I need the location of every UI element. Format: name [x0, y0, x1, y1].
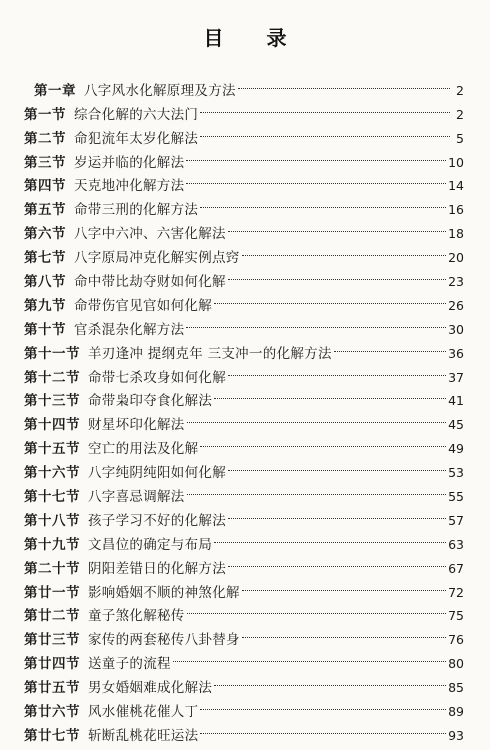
toc-entry-title: 空亡的用法及化解 — [88, 441, 199, 458]
page-title: 目 录 — [203, 26, 305, 50]
toc-section-number: 第三节 — [24, 154, 66, 171]
toc-section-number: 第六节 — [24, 226, 66, 243]
toc-section-number: 第七节 — [24, 250, 66, 267]
dot-leader — [186, 310, 446, 334]
toc-entry-title: 天克地冲化解方法 — [74, 178, 185, 195]
toc-page-number: 10 — [448, 154, 464, 170]
dot-leader — [238, 71, 450, 95]
toc-page-number: 23 — [448, 274, 464, 290]
toc-page-number: 41 — [448, 393, 464, 409]
toc-entry-title: 八字原局冲克化解实例点窍 — [74, 250, 240, 267]
toc-section-number: 第十一节 — [24, 345, 80, 362]
toc-section-number: 第十八节 — [24, 512, 80, 529]
dot-leader — [200, 119, 450, 143]
toc-section-number: 第廿一节 — [24, 584, 80, 601]
toc-entry-title: 八字风水化解原理及方法 — [84, 82, 236, 99]
toc-entry-title: 命带伤官见官如何化解 — [74, 297, 212, 314]
dot-leader — [242, 573, 446, 597]
table-of-contents — [24, 71, 464, 744]
toc-page-number: 20 — [448, 250, 464, 266]
dot-leader — [187, 405, 446, 429]
toc-entry-title: 命带三刑的化解方法 — [74, 202, 199, 219]
dot-leader — [214, 382, 446, 406]
toc-page-number: 57 — [448, 512, 464, 528]
toc-section-number: 第一章 — [34, 82, 76, 99]
dot-leader — [173, 644, 446, 668]
toc-section-number: 第一节 — [24, 106, 66, 123]
toc-page-number: 2 — [456, 82, 464, 98]
toc-entry-title: 阴阳差错日的化解方法 — [88, 560, 226, 577]
toc-section-number: 第九节 — [24, 297, 66, 314]
toc-section-number: 第廿三节 — [24, 632, 80, 649]
toc-section-number: 第十五节 — [24, 441, 80, 458]
toc-entry-title: 文昌位的确定与布局 — [88, 536, 213, 553]
toc-entry-title: 风水催桃花催人丁 — [88, 704, 199, 721]
toc-entry-title: 送童子的流程 — [88, 656, 171, 673]
toc-section-number: 第廿五节 — [24, 680, 80, 697]
toc-page-number: 76 — [448, 632, 464, 648]
toc-section-number: 第十九节 — [24, 536, 80, 553]
toc-entry-title: 童子煞化解秘传 — [88, 608, 185, 625]
toc-entry-title: 命中带比劫夺财如何化解 — [74, 274, 226, 291]
toc-section-number: 第八节 — [24, 274, 66, 291]
toc-section-number: 第十节 — [24, 321, 66, 338]
dot-leader — [200, 716, 446, 740]
dot-leader — [186, 143, 446, 167]
toc-section-number: 第四节 — [24, 178, 66, 195]
toc-section-number: 第廿七节 — [24, 727, 80, 744]
toc-section-number: 第二节 — [24, 130, 66, 147]
toc-entry-title: 羊刃逢冲 提纲克年 三支冲一的化解方法 — [88, 345, 332, 362]
toc-page-number: 2 — [456, 106, 464, 122]
toc-entry-title: 男女婚姻难成化解法 — [88, 680, 213, 697]
toc-section-number: 第廿二节 — [24, 608, 80, 625]
dot-leader — [200, 429, 446, 453]
dot-leader — [228, 214, 446, 238]
toc-entry-title: 影响婚姻不顺的神煞化解 — [88, 584, 240, 601]
toc-page-number: 93 — [448, 727, 464, 743]
toc-entry-title: 家传的两套秘传八卦替身 — [88, 632, 240, 649]
dot-leader — [186, 167, 446, 191]
toc-page-number: 14 — [448, 178, 464, 194]
toc-entry-title: 孩子学习不好的化解法 — [88, 512, 226, 529]
toc-page-number: 49 — [448, 441, 464, 457]
dot-leader — [187, 477, 446, 501]
toc-section-number: 第十三节 — [24, 393, 80, 410]
dot-leader — [228, 358, 446, 382]
toc-page-number: 53 — [448, 465, 464, 481]
toc-page-number: 75 — [448, 608, 464, 624]
toc-page-number: 45 — [448, 417, 464, 433]
dot-leader — [214, 525, 446, 549]
toc-entry-title: 命带七杀攻身如何化解 — [88, 369, 226, 386]
dot-leader — [242, 620, 446, 644]
toc-page-number: 85 — [448, 680, 464, 696]
toc-entry-title: 斩断乱桃花旺运法 — [88, 727, 199, 744]
toc-entry-title: 八字中六冲、六害化解法 — [74, 226, 226, 243]
toc-entry-title: 官杀混杂化解方法 — [74, 321, 185, 338]
dot-leader — [228, 453, 446, 477]
toc-entry-title: 八字纯阴纯阳如何化解 — [88, 465, 226, 482]
toc-section-number: 第十二节 — [24, 369, 80, 386]
dot-leader — [214, 668, 446, 692]
toc-page-number: 67 — [448, 560, 464, 576]
dot-leader — [228, 549, 446, 573]
toc-page-number: 36 — [448, 345, 464, 361]
toc-section-number: 第廿四节 — [24, 656, 80, 673]
toc-entry-title: 八字喜忌调解法 — [88, 489, 185, 506]
toc-entry-title: 岁运并临的化解法 — [74, 154, 185, 171]
toc-page-number: 89 — [448, 704, 464, 720]
dot-leader — [334, 334, 446, 358]
dot-leader — [200, 692, 446, 716]
toc-section-number: 第十四节 — [24, 417, 80, 434]
toc-page-number: 80 — [448, 656, 464, 672]
toc-entry-title: 命带枭印夺食化解法 — [88, 393, 213, 410]
toc-section-number: 第十七节 — [24, 489, 80, 506]
toc-section-number: 第二十节 — [24, 560, 80, 577]
toc-page-number: 37 — [448, 369, 464, 385]
toc-page-number: 26 — [448, 297, 464, 313]
toc-section-number: 第廿六节 — [24, 704, 80, 721]
toc-page-number: 18 — [448, 226, 464, 242]
dot-leader — [187, 597, 446, 621]
toc-page-number: 5 — [456, 130, 464, 146]
toc-entry-title: 命犯流年太岁化解法 — [74, 130, 199, 147]
toc-section-number: 第十六节 — [24, 465, 80, 482]
toc-entry[interactable] — [24, 71, 464, 99]
dot-leader — [214, 286, 446, 310]
toc-page-number: 63 — [448, 536, 464, 552]
toc-page-number: 30 — [448, 321, 464, 337]
dot-leader — [200, 95, 450, 119]
dot-leader — [242, 238, 446, 262]
toc-entry-title: 财星坏印化解法 — [88, 417, 185, 434]
toc-page-number: 72 — [448, 584, 464, 600]
dot-leader — [200, 190, 446, 214]
dot-leader — [228, 262, 446, 286]
toc-page-number: 55 — [448, 489, 464, 505]
toc-page-number: 16 — [448, 202, 464, 218]
toc-section-number: 第五节 — [24, 202, 66, 219]
dot-leader — [228, 501, 446, 525]
toc-entry-title: 综合化解的六大法门 — [74, 106, 199, 123]
